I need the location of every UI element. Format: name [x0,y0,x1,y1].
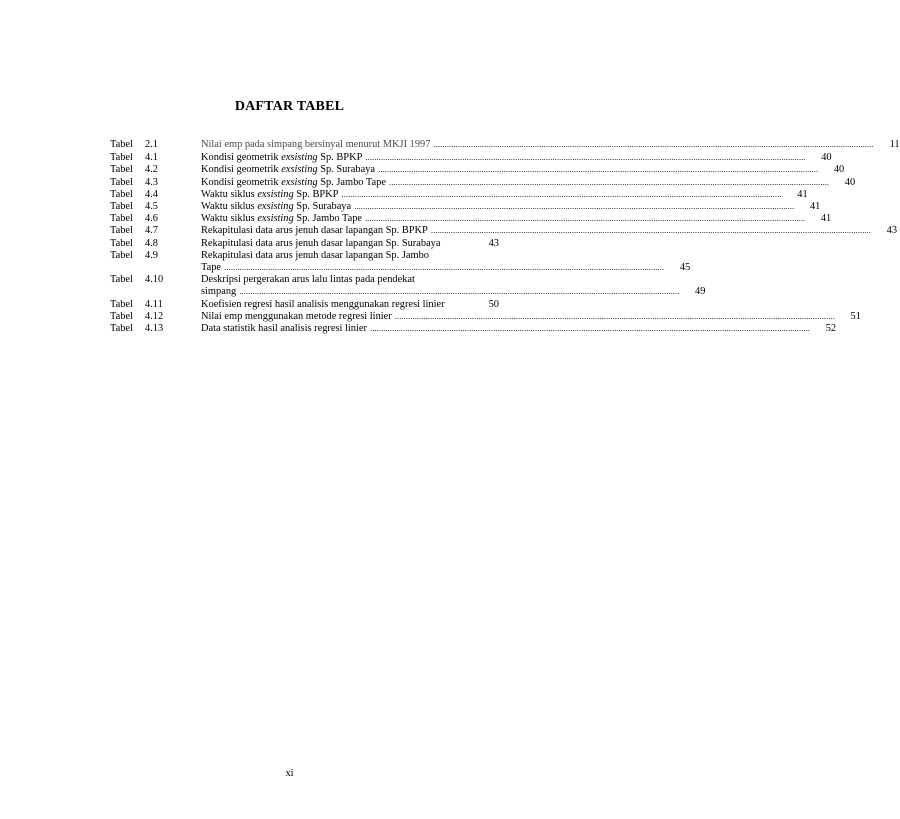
page-number: xi [285,768,294,779]
entry-title [201,152,362,164]
entry-title [201,238,441,250]
leader-dots: ........................................................................................................................................................................................................ [376,165,819,175]
toc-entry [110,274,706,298]
entry-number: 4.3 [145,176,158,188]
entry-title-text: Sp. Surabaya [293,201,352,213]
toc-entry [110,213,832,225]
entry-number: 4.7 [145,225,158,237]
entry-page-number: 43 [886,225,898,237]
page-title: DAFTAR TABEL [234,99,345,114]
entry-number: 4.12 [145,310,164,322]
toc-entry [110,139,900,151]
entry-title-text: Sp. Surabaya [317,164,376,176]
leader-dots: ........................................................................................................................................................................................................ [367,324,811,334]
toc-entry [110,152,832,164]
toc-entry [110,201,821,213]
entry-title-italic: exsisting [257,213,294,225]
entry-line [201,274,499,286]
entry-page-number: 40 [844,176,856,188]
toc-entry [110,310,861,323]
entry-title-text: Deskripsi pergerakan arus lalu lintas pada pendekat [201,274,415,286]
entry-title-text: Sp. BPKP [317,152,363,164]
entry-number: 4.11 [145,298,163,310]
entry-title-italic: exsisting [257,201,294,213]
entry-label: Tabel [110,152,133,164]
leader-dots: ........................................................................................................................................................................................................ [237,287,680,297]
entry-title-text: Waktu siklus [201,188,258,200]
entry-title-text: Rekapitulasi data arus jenuh dasar lapangan Sp. Surabaya [201,237,441,249]
entry-label: Tabel [110,139,133,150]
table-of-tables-list [110,139,900,335]
entry-title [201,139,430,151]
toc-entry [110,225,898,237]
toc-entry [110,299,499,311]
entry-line [201,299,499,311]
entry-label: Tabel [110,176,133,188]
entry-title-text: Waktu siklus [201,213,258,225]
leader-dots: ........................................................................................................................................................................................................ [352,202,795,212]
entry-title [201,311,392,323]
entry-line [201,201,821,213]
entry-page-number: 51 [850,310,861,322]
leader-dots: ........................................................................................................................................................................................................ [431,140,874,149]
entry-number: 4.5 [145,201,158,213]
entry-number: 4.6 [145,213,158,225]
entry-label: Tabel [110,274,133,286]
leader-dots: ........................................................................................................................................................................................................ [392,311,835,321]
entry-number: 4.10 [145,274,164,286]
entry-page-number: 40 [833,164,845,176]
entry-line [201,225,898,237]
entry-number: 4.9 [145,249,158,261]
entry-title [201,274,415,286]
entry-line [201,262,691,274]
entry-label: Tabel [110,310,133,322]
entry-title-text: Waktu siklus [201,201,258,213]
entry-title [201,177,386,189]
entry-label: Tabel [110,188,133,200]
entry-line [201,238,499,250]
entry-title-italic: exsisting [281,152,318,164]
entry-title [201,250,429,262]
toc-entry [110,164,845,176]
entry-line [201,250,499,262]
entry-number: 2.1 [145,139,158,150]
entry-title-text: Koefisien regresi hasil analisis menggunakan regresi linier [201,298,445,310]
entry-title-text: Rekapitulasi data arus jenuh dasar lapangan Sp. Jambo [201,249,429,261]
toc-entry [110,188,808,201]
entry-number: 4.2 [145,164,158,176]
entry-title [201,286,236,298]
leader-dots: ........................................................................................................................................................................................................ [428,226,872,236]
entry-line [201,188,808,201]
entry-title-text: Nilai emp pada simpang bersinyal menurut MKJI 1997 [201,139,431,150]
entry-page-number: 43 [488,237,499,249]
entry-page-number: 52 [825,323,837,335]
entry-title [201,213,362,225]
entry-title-italic: exsisting [257,188,294,200]
toc-entry [110,238,499,250]
leader-dots: ........................................................................................................................................................................................................ [363,153,806,163]
entry-label: Tabel [110,164,133,176]
entry-line [201,323,837,335]
entry-title [201,164,375,176]
entry-page-number: 41 [809,201,821,213]
entry-title-text: Sp. Jambo Tape [293,213,363,225]
entry-line [201,286,706,298]
entry-label: Tabel [110,201,133,213]
entry-label: Tabel [110,237,133,249]
entry-line [201,213,832,225]
entry-number: 4.8 [145,237,158,249]
entry-line [201,139,900,151]
entry-title-text: simpang [201,286,237,298]
entry-title-italic: exsisting [281,164,318,176]
entry-title-text: Data statistik hasil analisis regresi linier [201,323,367,335]
entry-line [201,310,861,323]
entry-title-text: Rekapitulasi data arus jenuh dasar lapangan Sp. BPKP [201,225,428,237]
entry-label: Tabel [110,213,133,225]
entry-page-number: 41 [820,213,832,225]
leader-dots: ........................................................................................................................................................................................................ [222,263,665,273]
entry-page-number: 45 [679,262,691,274]
entry-title-text: Kondisi geometrik [201,176,282,188]
entry-page-number: 49 [695,286,706,298]
entry-title-text: Kondisi geometrik [201,152,282,164]
leader-dots: ........................................................................................................................................................................................................ [363,214,806,224]
entry-title [201,299,445,311]
entry-label: Tabel [110,298,133,310]
entry-title [201,323,367,335]
entry-title [201,262,221,274]
entry-title-text: Sp. BPKP [293,188,339,200]
entry-line [201,152,832,164]
leader-dots: ........................................................................................................................................................................................................ [386,177,830,187]
entry-label: Tabel [110,249,133,261]
entry-line [201,176,856,189]
entry-line [201,164,845,176]
entry-label: Tabel [110,225,133,237]
entry-title-text: Tape [201,262,222,274]
leader-dots: ........................................................................................................................................................................................................ [339,189,782,199]
toc-entry [110,323,837,335]
entry-title-text: Kondisi geometrik [201,164,282,176]
toc-entry [110,176,856,189]
entry-title [201,225,428,237]
entry-title-italic: exsisting [281,176,318,188]
entry-page-number: 41 [797,188,808,200]
entry-page-number: 11 [889,139,900,150]
entry-title-text: Sp. Jambo Tape [317,176,386,188]
toc-entry [110,249,691,274]
entry-title-text: Nilai emp menggunakan metode regresi linier [201,310,392,322]
entry-number: 4.4 [145,188,158,200]
entry-page-number: 40 [821,152,832,164]
entry-number: 4.13 [145,323,164,335]
entry-title [201,201,351,213]
entry-page-number: 50 [488,298,499,310]
entry-number: 4.1 [145,152,158,164]
entry-title [201,189,338,201]
entry-label: Tabel [110,323,133,335]
